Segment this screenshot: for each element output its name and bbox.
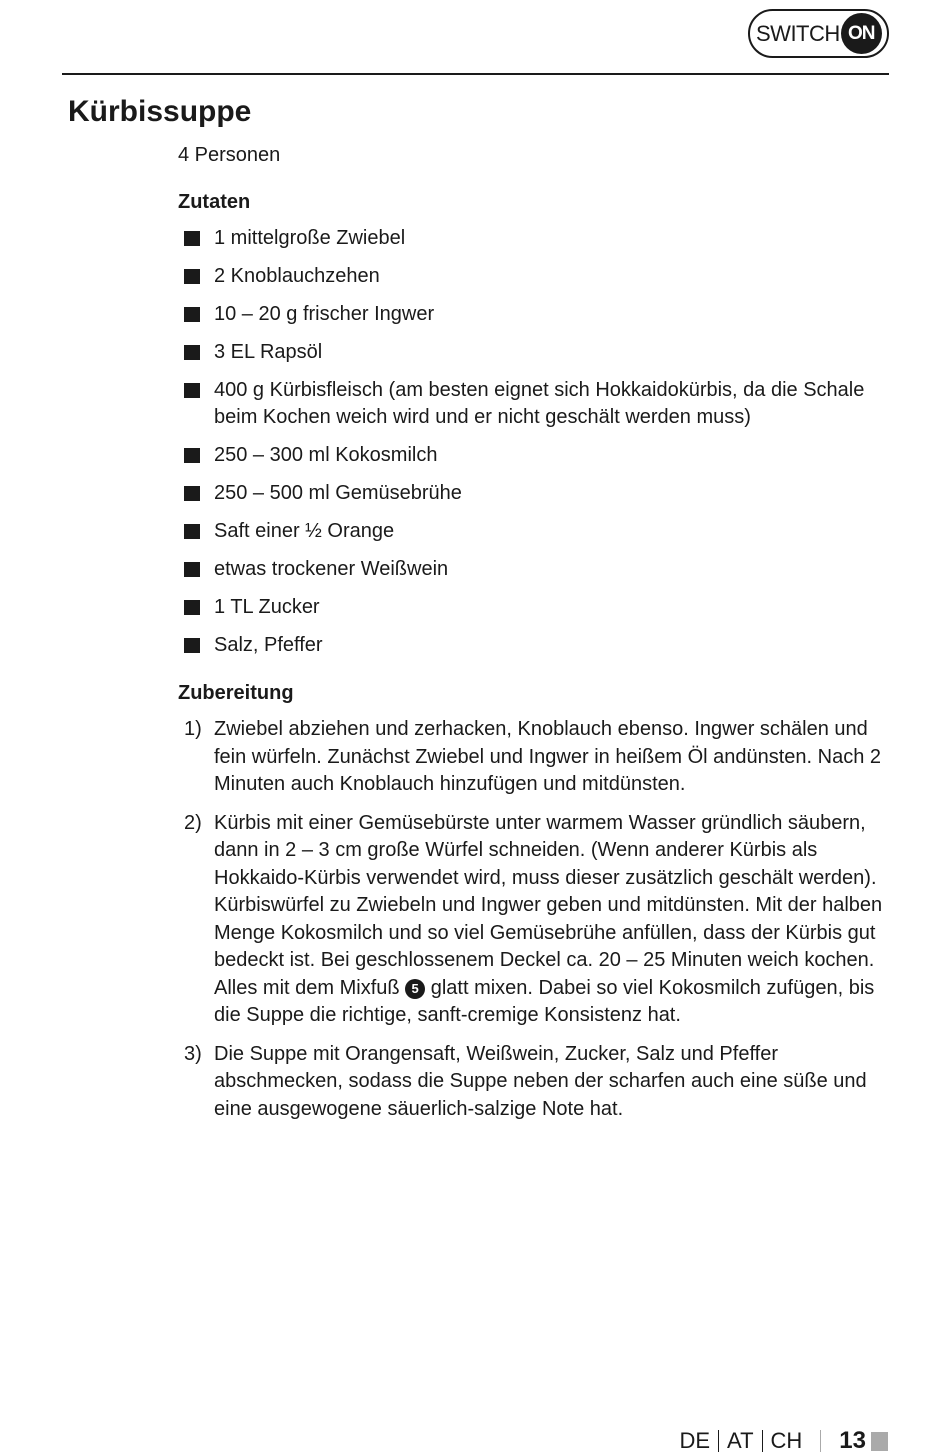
logo-word: SWITCH <box>756 20 840 46</box>
preparation-steps <box>184 716 884 1134</box>
list-item <box>184 442 874 469</box>
divider <box>762 1430 763 1452</box>
square-bullet-icon <box>184 307 200 322</box>
list-item <box>184 377 874 431</box>
page-title: Kürbissuppe <box>68 95 252 128</box>
list-item <box>184 632 874 659</box>
switch-on-logo <box>748 9 889 58</box>
ingredient-text: etwas trockener Weißwein <box>214 558 449 580</box>
ingredients-heading: Zutaten <box>178 191 251 213</box>
ingredient-text: 10 – 20 g frischer Ingwer <box>214 303 435 325</box>
square-bullet-icon <box>184 524 200 539</box>
step-number: 3) <box>184 1042 202 1065</box>
ingredient-text: 1 mittelgroße Zwiebel <box>214 227 406 249</box>
part-reference-icon: 5 <box>405 979 425 999</box>
ingredient-text: 250 – 300 ml Kokosmilch <box>214 444 438 466</box>
list-item <box>184 339 874 366</box>
square-bullet-icon <box>184 448 200 463</box>
step-2 <box>184 810 884 1030</box>
country-ch: CH <box>770 1428 803 1453</box>
ingredient-text: 250 – 500 ml Gemüsebrühe <box>214 482 462 504</box>
step-1 <box>184 716 884 799</box>
ingredient-text: 1 TL Zucker <box>214 596 320 618</box>
list-item <box>184 594 874 621</box>
list-item <box>184 301 874 328</box>
page-number: 13 <box>839 1427 866 1454</box>
logo-power-on-icon: ON <box>841 13 882 54</box>
step-text: Die Suppe mit Orangensaft, Weißwein, Zucker, Salz und Pfeffer abschmecken, sodass die Suppe neben der scharfen auch eine süße und eine ausgewogene säuerlich-salzige Note hat. <box>214 1042 867 1120</box>
list-item <box>184 480 874 507</box>
square-bullet-icon <box>184 600 200 615</box>
step-number: 1) <box>184 718 202 740</box>
square-bullet-icon <box>184 383 200 398</box>
step-number: 2) <box>184 811 202 834</box>
square-bullet-icon <box>184 638 200 653</box>
page-marker-block <box>871 1432 888 1451</box>
divider <box>820 1430 821 1452</box>
square-bullet-icon <box>184 562 200 577</box>
step-text-a: Kürbis mit einer Gemüsebürste unter warmem Wasser gründlich säubern, dann in 2 – 3 cm große Würfel schneiden. (Wenn anderer Kürbis als Hokkaido-Kürbis verwendet wird, muss dieser zusätzlich geschält werden). Kürbiswürfel zu Zwiebeln und Ingwer geben und mitdünsten. Mit der halben Menge Kokosmilch und so viel Gemüsebrühe anfüllen, dass der Kürbis gut bedeckt ist. Bei geschlossenem Deckel ca. 20 – 25 Minuten weich kochen. Alles mit dem Mixfuß <box>214 811 883 999</box>
ingredients-list <box>184 225 874 670</box>
square-bullet-icon <box>184 345 200 360</box>
list-item <box>184 263 874 290</box>
list-item <box>184 225 874 252</box>
ingredient-text: Salz, Pfeffer <box>214 634 323 656</box>
servings: 4 Personen <box>178 144 281 166</box>
ingredient-text: 2 Knoblauchzehen <box>214 265 380 287</box>
country-de: DE <box>679 1428 711 1453</box>
square-bullet-icon <box>184 486 200 501</box>
step-text-b: glatt mixen. Dabei so viel Kokosmilch zufügen, bis die Suppe die richtige, sanft-cremige Konsistenz hat. <box>214 976 875 1026</box>
square-bullet-icon <box>184 269 200 284</box>
ingredient-text: 3 EL Rapsöl <box>214 341 323 363</box>
list-item <box>184 518 874 545</box>
country-at: AT <box>727 1428 754 1453</box>
preparation-heading: Zubereitung <box>178 682 294 704</box>
step-3 <box>184 1041 884 1124</box>
header-rule <box>62 73 889 75</box>
step-text: Zwiebel abziehen und zerhacken, Knoblauch ebenso. Ingwer schälen und fein würfeln. Zunächst Zwiebel und Ingwer in heißem Öl andünsten. Nach 2 Minuten auch Knoblauch hinzufügen und mitdünsten. <box>214 718 882 795</box>
square-bullet-icon <box>184 231 200 246</box>
divider <box>718 1430 719 1452</box>
ingredient-text: Saft einer ½ Orange <box>214 520 395 542</box>
ingredient-text: 400 g Kürbisfleisch (am besten eignet sich Hokkaidokürbis, da die Schale beim Kochen weich wird und er nicht geschält werden muss) <box>214 379 865 428</box>
page-footer <box>679 1427 888 1455</box>
list-item <box>184 556 874 583</box>
